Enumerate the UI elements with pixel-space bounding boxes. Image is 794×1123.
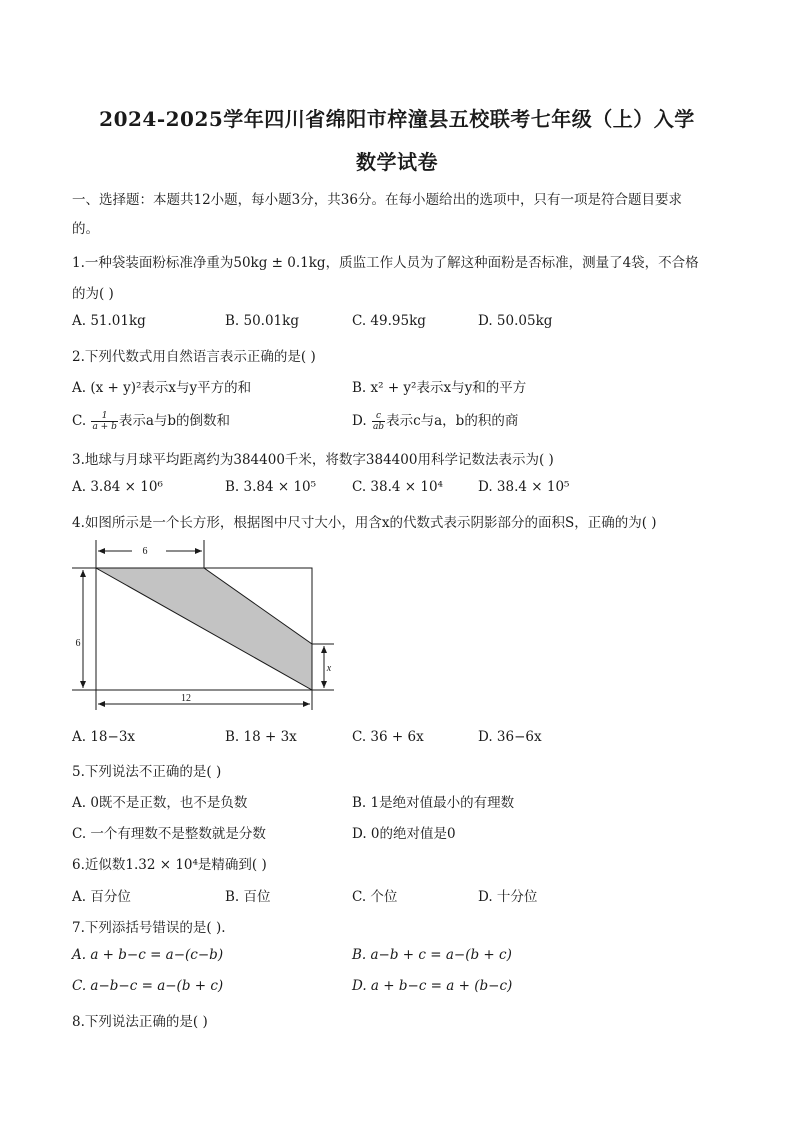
question-5-stem: 5.下列说法不正确的是( ): [72, 764, 222, 780]
question-2-option-c-text: 表示a与b的倒数和: [118, 413, 231, 429]
left-arrow-bottom: [80, 681, 86, 688]
right-arrow-top: [321, 646, 327, 653]
question-8-stem: 8.下列说法正确的是( ): [72, 1014, 208, 1030]
rectangle-figure: [72, 538, 342, 716]
question-7-stem: 7.下列添括号错误的是( ).: [72, 920, 226, 936]
question-6-option-b: B. 百位: [225, 889, 271, 905]
question-2-option-c: C. $\frac{1}{a + b}$ 表示a与b的倒数和: [72, 411, 231, 432]
question-3-option-d: D. 38.4 × 10⁵: [478, 479, 570, 495]
shaded-region: [96, 568, 312, 690]
question-2-option-d: D. $\frac{c}{ab}$ 表示c与a，b的积的商: [352, 411, 519, 432]
question-4-option-d: D. 36−6x: [478, 729, 542, 745]
question-1-stem-cont: 的为( ): [72, 286, 114, 302]
question-1-option-d: D. 50.05kg: [478, 313, 553, 329]
question-4-option-c: C. 36 + 6x: [352, 729, 424, 745]
question-5-option-c: C. 一个有理数不是整数就是分数: [72, 826, 266, 842]
left-arrow-top: [80, 570, 86, 577]
question-6-option-d: D. 十分位: [478, 889, 538, 905]
top-arrow-right: [195, 548, 202, 554]
question-3-stem: 3.地球与月球平均距离约为384400千米，将数字384400用科学记数法表示为( ): [72, 452, 554, 468]
bottom-arrow-left: [98, 701, 105, 707]
question-6-stem: 6.近似数1.32 × 10⁴是精确到( ): [72, 857, 267, 873]
question-2-stem: 2.下列代数式用自然语言表示正确的是( ): [72, 349, 316, 365]
question-7-option-d: D. a + b−c = a + (b−c): [352, 978, 513, 994]
question-3-option-a: A. 3.84 × 10⁶: [72, 479, 163, 495]
question-6-option-c: C. 个位: [352, 889, 398, 905]
question-7-option-b: B. a−b + c = a−(b + c): [352, 947, 512, 963]
question-5-option-b: B. 1是绝对值最小的有理数: [352, 795, 515, 811]
question-3-option-b: B. 3.84 × 10⁵: [225, 479, 317, 495]
section-heading: 一、选择题：本题共12小题，每小题3分，共36分。在每小题给出的选项中，只有一项是符合题目要求: [72, 192, 682, 208]
question-4-option-b: B. 18 + 3x: [225, 729, 297, 745]
question-6-option-a: A. 百分位: [72, 889, 131, 905]
left-label: 6: [75, 638, 81, 649]
fraction-c: $\frac{1}{a + b}$: [92, 411, 117, 432]
question-7-option-c: C. a−b−c = a−(b + c): [72, 978, 224, 994]
question-1-option-a: A. 51.01kg: [72, 313, 146, 329]
exam-title: 2024-2025学年四川省绵阳市梓潼县五校联考七年级（上）入学: [99, 107, 695, 131]
top-label: 6: [142, 546, 148, 557]
question-2-option-b: B. x² + y²表示x与y和的平方: [352, 380, 527, 396]
question-2-option-a: A. (x + y)²表示x与y平方的和: [72, 380, 252, 396]
bottom-arrow-right: [303, 701, 310, 707]
question-1-stem: 1.一种袋装面粉标准净重为50kg ± 0.1kg，质监工作人员为了解这种面粉是否标准，测量了4袋，不合格: [72, 255, 699, 271]
question-4-option-a: A. 18−3x: [72, 729, 136, 745]
bottom-label: 12: [181, 693, 191, 704]
question-5-option-a: A. 0既不是正数，也不是负数: [72, 795, 248, 811]
right-label: x: [326, 663, 332, 674]
question-4-stem: 4.如图所示是一个长方形，根据图中尺寸大小，用含x的代数式表示阴影部分的面积S，正确的为( ): [72, 515, 657, 531]
question-2-option-d-text: 表示c与a，b的积的商: [386, 413, 519, 429]
top-arrow-left: [98, 548, 105, 554]
right-arrow-bottom: [321, 681, 327, 688]
question-5-option-d: D. 0的绝对值是0: [352, 826, 456, 842]
question-7-option-a: A. a + b−c = a−(c−b): [72, 947, 224, 963]
section-heading-cont: 的。: [72, 221, 99, 237]
question-1-option-b: B. 50.01kg: [225, 313, 299, 329]
question-1-option-c: C. 49.95kg: [352, 313, 426, 329]
fraction-d: $\frac{c}{ab}$: [372, 411, 385, 432]
question-3-option-c: C. 38.4 × 10⁴: [352, 479, 443, 495]
exam-subtitle: 数学试卷: [356, 150, 438, 174]
